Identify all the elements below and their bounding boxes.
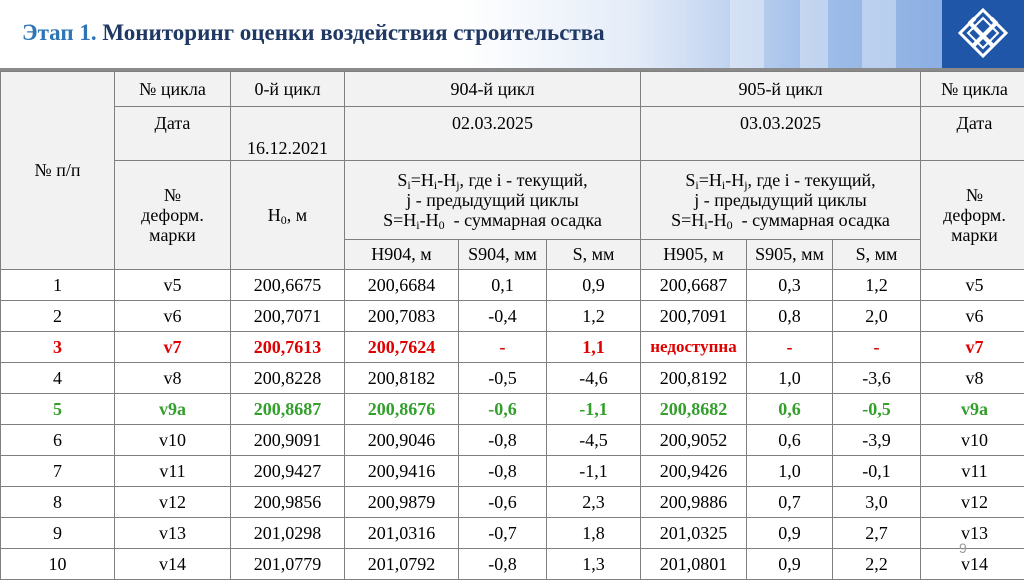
table-cell: -4,5 bbox=[547, 425, 641, 456]
table-cell: 0,8 bbox=[747, 301, 833, 332]
sub-0: 0 bbox=[439, 218, 445, 232]
table-cell: 0,6 bbox=[747, 394, 833, 425]
table-cell: v11 bbox=[115, 456, 231, 487]
table-cell: 200,7613 bbox=[231, 332, 345, 363]
col-s904: S904, мм bbox=[459, 240, 547, 270]
table-cell: v13 bbox=[115, 518, 231, 549]
table-cell: 2,2 bbox=[833, 549, 921, 580]
table-cell: 0,9 bbox=[747, 518, 833, 549]
table-cell: - bbox=[747, 332, 833, 363]
table-cell: 1,3 bbox=[547, 549, 641, 580]
table-cell: v5 bbox=[921, 270, 1024, 301]
table-cell: 2 bbox=[1, 301, 115, 332]
formula-s: S bbox=[685, 170, 695, 190]
table-cell: -3,9 bbox=[833, 425, 921, 456]
mark-header-right: № деформ. марки bbox=[921, 161, 1024, 270]
sub-i: i bbox=[704, 218, 707, 232]
table-row bbox=[1, 425, 1024, 456]
sub-j: j bbox=[744, 178, 747, 192]
table-cell: 200,9879 bbox=[345, 487, 459, 518]
table-cell: 1,2 bbox=[547, 301, 641, 332]
table-cell: 201,0298 bbox=[231, 518, 345, 549]
table-cell: 1,1 bbox=[547, 332, 641, 363]
formula-line-2: j - предыдущий циклы bbox=[641, 190, 920, 210]
sub-i: i bbox=[416, 218, 419, 232]
col-h904: H904, м bbox=[345, 240, 459, 270]
table-cell: -0,6 bbox=[459, 487, 547, 518]
table-cell: 200,9427 bbox=[231, 456, 345, 487]
table-cell: 200,7091 bbox=[641, 301, 747, 332]
cycle-no-header-right: № цикла bbox=[921, 72, 1024, 107]
sub-i: i bbox=[695, 178, 698, 192]
table-cell: -0,4 bbox=[459, 301, 547, 332]
table-row bbox=[1, 394, 1024, 425]
table-cell: 9 bbox=[1, 518, 115, 549]
formula-line-1 bbox=[641, 170, 920, 190]
table-cell: v5 bbox=[115, 270, 231, 301]
table-cell: 200,6684 bbox=[345, 270, 459, 301]
page-number: 9 bbox=[959, 540, 967, 556]
table-cell: - bbox=[833, 332, 921, 363]
table-row bbox=[1, 332, 1024, 363]
table-cell: 201,0316 bbox=[345, 518, 459, 549]
formula-eqh: =H bbox=[411, 170, 434, 190]
index-header bbox=[1, 72, 115, 270]
table-row bbox=[1, 487, 1024, 518]
table-cell: v14 bbox=[115, 549, 231, 580]
header-stripe bbox=[800, 0, 828, 68]
col-h905: H905, м bbox=[641, 240, 747, 270]
table-cell: v12 bbox=[921, 487, 1024, 518]
table-cell: 1,0 bbox=[747, 363, 833, 394]
h0-unit: , м bbox=[287, 205, 307, 225]
table-row bbox=[1, 301, 1024, 332]
table-row bbox=[1, 549, 1024, 580]
table-cell: 200,7071 bbox=[231, 301, 345, 332]
measurement-table bbox=[0, 71, 1024, 580]
header-stripe bbox=[862, 0, 896, 68]
table-cell: v6 bbox=[115, 301, 231, 332]
index-header-label: № п/п bbox=[35, 160, 81, 180]
table-cell: 200,8182 bbox=[345, 363, 459, 394]
table-cell: v9a bbox=[115, 394, 231, 425]
col-s-904: S, мм bbox=[547, 240, 641, 270]
table-cell: недоступна bbox=[641, 332, 747, 363]
university-emblem-icon bbox=[942, 0, 1024, 68]
table-cell: 0,7 bbox=[747, 487, 833, 518]
table-cell: 6 bbox=[1, 425, 115, 456]
formula-minus-h: -H bbox=[437, 170, 456, 190]
formula-905 bbox=[641, 161, 921, 240]
table-cell: 0,1 bbox=[459, 270, 547, 301]
table-cell: 1 bbox=[1, 270, 115, 301]
table-cell: 1,8 bbox=[547, 518, 641, 549]
table-cell: -4,6 bbox=[547, 363, 641, 394]
stage-label: Этап 1. bbox=[22, 20, 97, 45]
sub-i: i bbox=[407, 178, 410, 192]
formula-line-2: j - предыдущий циклы bbox=[345, 190, 640, 210]
table-cell: 2,3 bbox=[547, 487, 641, 518]
formula-total: - суммарная осадка bbox=[445, 210, 602, 230]
table-cell: v14 bbox=[921, 549, 1024, 580]
formula-line-3 bbox=[345, 210, 640, 230]
table-cell: 0,6 bbox=[747, 425, 833, 456]
table-cell: v8 bbox=[115, 363, 231, 394]
table-cell: -3,6 bbox=[833, 363, 921, 394]
table-row bbox=[1, 456, 1024, 487]
cycle904-header: 904-й цикл bbox=[345, 72, 641, 107]
formula-where: , где i - текущий, bbox=[460, 170, 588, 190]
table-cell: 200,9416 bbox=[345, 456, 459, 487]
cycle-no-header: № цикла bbox=[115, 72, 231, 107]
table-cell: 8 bbox=[1, 487, 115, 518]
formula-line-3 bbox=[641, 210, 920, 230]
table-cell: 2,7 bbox=[833, 518, 921, 549]
formula-minus-h: -H bbox=[708, 210, 727, 230]
cycle0-date: 16.12.2021 bbox=[231, 107, 345, 161]
date-header: Дата bbox=[115, 107, 231, 161]
table-cell: 0,9 bbox=[747, 549, 833, 580]
header-stripe bbox=[730, 0, 764, 68]
table-cell: v13 bbox=[921, 518, 1024, 549]
table-cell: v7 bbox=[921, 332, 1024, 363]
table-cell: 5 bbox=[1, 394, 115, 425]
table-cell: v6 bbox=[921, 301, 1024, 332]
table-cell: 3 bbox=[1, 332, 115, 363]
table-cell: -0,6 bbox=[459, 394, 547, 425]
formula-eqh: =H bbox=[699, 170, 722, 190]
table-cell: -1,1 bbox=[547, 394, 641, 425]
table-cell: v12 bbox=[115, 487, 231, 518]
table-cell: 200,9046 bbox=[345, 425, 459, 456]
formula-where: , где i - текущий, bbox=[748, 170, 876, 190]
formula-total: - суммарная осадка bbox=[733, 210, 890, 230]
h0-header bbox=[231, 161, 345, 270]
table-cell: -0,7 bbox=[459, 518, 547, 549]
table-cell: -0,1 bbox=[833, 456, 921, 487]
table-cell: -0,8 bbox=[459, 549, 547, 580]
table-cell: 1,2 bbox=[833, 270, 921, 301]
table-cell: 10 bbox=[1, 549, 115, 580]
table-cell: 200,6687 bbox=[641, 270, 747, 301]
title-text: Мониторинг оценки воздействия строительства bbox=[102, 20, 604, 45]
table-cell: 201,0801 bbox=[641, 549, 747, 580]
table-cell: 0,9 bbox=[547, 270, 641, 301]
table-cell: -0,5 bbox=[459, 363, 547, 394]
table-cell: 0,3 bbox=[747, 270, 833, 301]
table-row bbox=[1, 363, 1024, 394]
sub-i: i bbox=[434, 178, 437, 192]
h0-label: H bbox=[268, 205, 281, 225]
table-cell: -0,8 bbox=[459, 425, 547, 456]
sub-0: 0 bbox=[727, 218, 733, 232]
table-cell: 3,0 bbox=[833, 487, 921, 518]
table-cell: v10 bbox=[115, 425, 231, 456]
table-cell: 201,0325 bbox=[641, 518, 747, 549]
col-s905: S905, мм bbox=[747, 240, 833, 270]
sub-i: i bbox=[722, 178, 725, 192]
table-cell: 200,9091 bbox=[231, 425, 345, 456]
table-cell: 200,8682 bbox=[641, 394, 747, 425]
table-row bbox=[1, 518, 1024, 549]
table-cell: v7 bbox=[115, 332, 231, 363]
page-title bbox=[22, 20, 605, 46]
table-cell: 1,0 bbox=[747, 456, 833, 487]
table-cell: 200,7624 bbox=[345, 332, 459, 363]
sub-j: j bbox=[456, 178, 459, 192]
cycle905-header: 905-й цикл bbox=[641, 72, 921, 107]
formula-sum-s: S=H bbox=[383, 210, 416, 230]
table-body bbox=[1, 270, 1024, 580]
table-cell: v10 bbox=[921, 425, 1024, 456]
cycle904-date: 02.03.2025 bbox=[345, 107, 641, 161]
formula-sum-s: S=H bbox=[671, 210, 704, 230]
table-cell: - bbox=[459, 332, 547, 363]
table-cell: -0,5 bbox=[833, 394, 921, 425]
table-cell: 2,0 bbox=[833, 301, 921, 332]
table-cell: 200,8228 bbox=[231, 363, 345, 394]
table-cell: 7 bbox=[1, 456, 115, 487]
mark-header: № деформ. марки bbox=[115, 161, 231, 270]
formula-s: S bbox=[397, 170, 407, 190]
table-cell: -0,8 bbox=[459, 456, 547, 487]
table-row bbox=[1, 270, 1024, 301]
table-cell: 200,8687 bbox=[231, 394, 345, 425]
table-cell: v9a bbox=[921, 394, 1024, 425]
table-cell: 200,7083 bbox=[345, 301, 459, 332]
date-header-right: Дата bbox=[921, 107, 1024, 161]
table-cell: 200,6675 bbox=[231, 270, 345, 301]
table-cell: -1,1 bbox=[547, 456, 641, 487]
formula-904 bbox=[345, 161, 641, 240]
formula-minus-h: -H bbox=[725, 170, 744, 190]
table-cell: 201,0792 bbox=[345, 549, 459, 580]
table-cell: v8 bbox=[921, 363, 1024, 394]
table-cell: 200,9426 bbox=[641, 456, 747, 487]
table-cell: 4 bbox=[1, 363, 115, 394]
col-s-905: S, мм bbox=[833, 240, 921, 270]
table-cell: 201,0779 bbox=[231, 549, 345, 580]
table-cell: v11 bbox=[921, 456, 1024, 487]
table-cell: 200,9052 bbox=[641, 425, 747, 456]
h0-sub: 0 bbox=[281, 213, 287, 227]
formula-minus-h: -H bbox=[420, 210, 439, 230]
table-cell: 200,8192 bbox=[641, 363, 747, 394]
cycle905-date: 03.03.2025 bbox=[641, 107, 921, 161]
table-cell: 200,8676 bbox=[345, 394, 459, 425]
table-cell: 200,9886 bbox=[641, 487, 747, 518]
table-cell: 200,9856 bbox=[231, 487, 345, 518]
formula-line-1 bbox=[345, 170, 640, 190]
cycle0-header: 0-й цикл bbox=[231, 72, 345, 107]
